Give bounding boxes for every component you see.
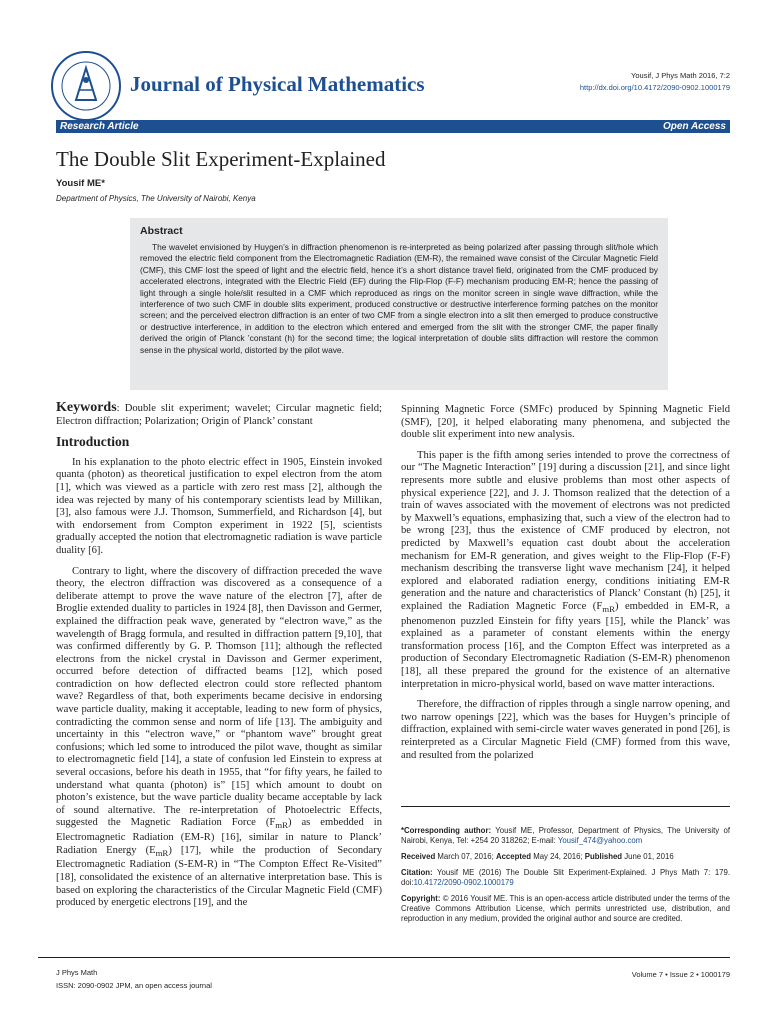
keywords — [56, 402, 382, 428]
intro-p4-part-a: This paper is the fifth among series intended to prove the correctness of our “The Magnetic Interaction” [19] during a discussion [21], and since light represents more subtle and elusive problems than most other aspects of physical experience [22], and J. J. Thomson realized that the detection of a train of waves associated with the movement of electrons was not predicted by Maxwell’s equations, emphasizing that, such a view of the electron had to be wrong [23], thus the existence of CMF produced by electron, not predicted by Maxwell’s equation cast doubt about the acceleration mechanism for EM-R generation, and gives weight to the Flip-Flop (F-F) mechanism describing the transverse light wave mechanism [24], it helped explored and elaborated radiation energy, conditions initiating EM-R generation and the nature and characteristics of Planck’ Constant (h) [25], it explained the Radiation Magnetic Force (F — [401, 449, 730, 612]
header-citation — [580, 70, 730, 94]
sub-mr-2: mR — [155, 847, 169, 858]
left-column — [56, 402, 382, 918]
open-access-label: Open Access — [663, 121, 726, 132]
sub-mr-3: mR — [602, 604, 615, 615]
accepted-date: May 24, 2016; — [531, 852, 585, 861]
doi-link[interactable]: http://dx.doi.org/10.4172/2090-0902.1000179 — [579, 83, 730, 92]
intro-p2-part-c: ) [17], while the production of Secondary Electromagnetic Radiation (S-EM-R) in “The Compton Effect Re-Visited” [18], consolidated the existence of an alternative interpretation base. This is based on exploring the characteristics of the Circular Magnetic Field (CMF) produced by energetic electrons [19], and the — [56, 844, 382, 909]
section-label: Research Article — [60, 121, 139, 132]
paper-title: The Double Slit Experiment-Explained — [56, 147, 386, 171]
intro-paragraph-2 — [56, 566, 382, 910]
keywords-label: Keywords — [56, 400, 117, 415]
footer-left — [56, 966, 212, 992]
footer-journal-abbr: J Phys Math — [56, 968, 98, 977]
journal-title: Journal of Physical Mathematics — [130, 72, 425, 96]
published-date: June 01, 2016 — [622, 852, 674, 861]
corresponding-author — [401, 826, 730, 846]
right-column — [401, 404, 730, 770]
copyright-text: © 2016 Yousif ME. This is an open-access article distributed under the terms of the Creative Commons Attribution License, which permits unrestricted use, distribution, and reproduction in any medium, provided the original author and source are credited. — [401, 894, 730, 923]
citation-short: Yousif, J Phys Math 2016, 7:2 — [631, 71, 730, 80]
intro-heading: Introduction — [56, 434, 130, 450]
accepted-label: Accepted — [495, 852, 532, 861]
intro-p4-part-b: ) embedded in EM-R, a phenomenon puzzled Einstein for fifty years [15], while the Planck’ was explained as a parameter of constant elements within the energy transformation process [16], and the Compton Effect was interpreted as a production of Secondary Electromagnetic Radiation (S-EM-R) phenomenon [18], all these prepared the ground for the existence of an alternative interpretation in micro-physical world, based on wave matter interactions. — [401, 600, 730, 690]
dates — [401, 852, 730, 862]
received-date: March 07, 2016; — [435, 852, 496, 861]
abstract-text: The wavelet envisioned by Huygen’s in diffraction phenomenon is re-interpreted as being polarized after passing through slit/hole which removed the electric field component from the Electromagnetic Radiation (EM-R), the remained wave consist of the Circular Magnetic Field (CMF), this CMF lost the speed of light and the electric field, hence it’s a short distance travel field, originated from the CMF produced by accelerated electrons, integrated with the Electric Field (EF) during the Flip-Flop (F-F) mechanism producing EM-R; hence the passing of light through a single hole/slit resulted in a CMF which reproduced as rings on the monitor screen in single wave diffraction, while the interference of two such CMF in double slits experiment, produced constructive or destructive interference forming patches on the monitor screen; and the perceived electron diffraction is an enter of two CMF from a single electron into a slit then emerged to produce constructive or destructive interference, in addition to the electron which entered and emerged from the slit with the stronger CMF, the paper finally derived the origin of Planck ’constant (h) for the second time; the logical interpretation of double slits diffraction will restore the common sense in the physical world, distorted by the pilot wave. — [140, 242, 658, 355]
author-name: Yousif ME* — [56, 178, 105, 189]
email-link[interactable]: Yousif_474@yahoo.com — [557, 836, 643, 845]
footer-issn: ISSN: 2090-0902 JPM, an open access journal — [56, 981, 212, 990]
published-label: Published — [584, 852, 623, 861]
intro-p2-part-b: ) as embedded in Electromagnetic Radiation (EM-R) [16], similar in nature to Planck’ Radiation Energy (E — [56, 817, 382, 856]
copyright-note — [401, 894, 730, 924]
sub-mr: mR — [275, 820, 288, 831]
keywords-text: : Double slit experiment; wavelet; Circular magnetic field; Electron diffraction; Polarization; Origin of Planck’ constant — [56, 403, 382, 427]
journal-logo — [50, 50, 122, 122]
footer-divider — [38, 957, 730, 958]
abstract-box — [130, 218, 668, 390]
intro-paragraph-1: In his explanation to the photo electric effect in 1905, Einstein invoked quanta (photon) as theoretical justification to expel electron from the atom [1], which was viewed as a particle with zero rest mass [2], although the idea was rejected by many of his contemporary scientists lead by Millikan, [3], also famous were J.J. Thomson, Summerfield, and Richardson [4], but with endorsement from Compton experiment in 1922 [5], scientists gradually accepted the notion that electromagnetic radiation is wave particle duality [6]. — [56, 456, 382, 556]
intro-paragraph-5: Therefore, the diffraction of ripples through a single narrow opening, and two narrow openings [22], which was the bases for Huygen’s principle of diffraction, explained with semi-circle water waves generated in pond [26], is reinterpreted as a Circular Magnetic Field (CMF) formed from this wave, and resulted from the polarized — [401, 699, 730, 761]
citation-doi-link[interactable]: 10.4172/2090-0902.1000179 — [413, 878, 514, 887]
footer-volume: Volume 7 • Issue 2 • 1000179 — [631, 970, 730, 979]
corr-text: Yousif ME, Professor, Department of Physics, The University of Nairobi, Kenya, Tel: +254 20 318262; E-mail: — [401, 826, 731, 845]
notes-divider — [401, 806, 730, 807]
citation-note — [401, 868, 730, 888]
citation-label: Citation: — [401, 868, 433, 877]
citation-text: Yousif ME (2016) The Double Slit Experiment-Explained. J Phys Math 7: 179. doi: — [401, 868, 730, 887]
intro-p2-part-a: Contrary to light, where the discovery of diffraction preceded the wave theory, the electron diffraction was discovered as a consequence of a deliberate attempt to prove the wave nature of the electron [7], after de Broglie extended duality to particles in 1924 [8], then Davisson and Germer, explained the diffraction peak wave, generated by “electron wave,” as the wavelength of Bragg formula, and resulted in diffraction pattern [9,10], that was confirmed differently by G. P. Thomson [11]; although the reflected electrons from the nickel crystal in Davisson and Germer experiment, occurred before detection of diffracted beams [12], which posed contradiction on how deflected electron could store reflected phantom wave? Regardless of that, both experiments became decisive in endorsing wave particle duality, making it acceptable, leading to new form of physics, contradicting the common sense and norm of life [13]. The ambiguity and uncertainty in this “electron wave,” or “phantom wave” brought great confusions; which led some to introduced the pilot wave, thought as similar to electromagnetic field [14], a state of confusion led Einstein to express at several occasions, before his death in 1955, that “for fifty years, he failed to understand what quanta (photon) is” [15] which amount to doubt on photon’s existence, but the wave particle duality became acceptable by lack of sound alternative. The re-interpretation of Photoelectric Effects, suggested the Magnetic Radiation Force (F — [56, 565, 382, 829]
corr-label: *Corresponding author: — [401, 826, 492, 835]
intro-paragraph-4 — [401, 450, 730, 691]
article-notes — [401, 826, 730, 930]
copyright-label: Copyright: — [401, 894, 441, 903]
received-label: Received — [401, 852, 436, 861]
intro-paragraph-3: Spinning Magnetic Force (SMFc) produced by Spinning Magnetic Field (SMF), [20], it helped elaborating many phenomena, and subjected the double slit experiment into new analysis. — [401, 404, 730, 441]
author-affiliation: Department of Physics, The University of Nairobi, Kenya — [56, 194, 256, 203]
section-bar — [56, 120, 730, 133]
abstract-heading: Abstract — [140, 225, 183, 237]
